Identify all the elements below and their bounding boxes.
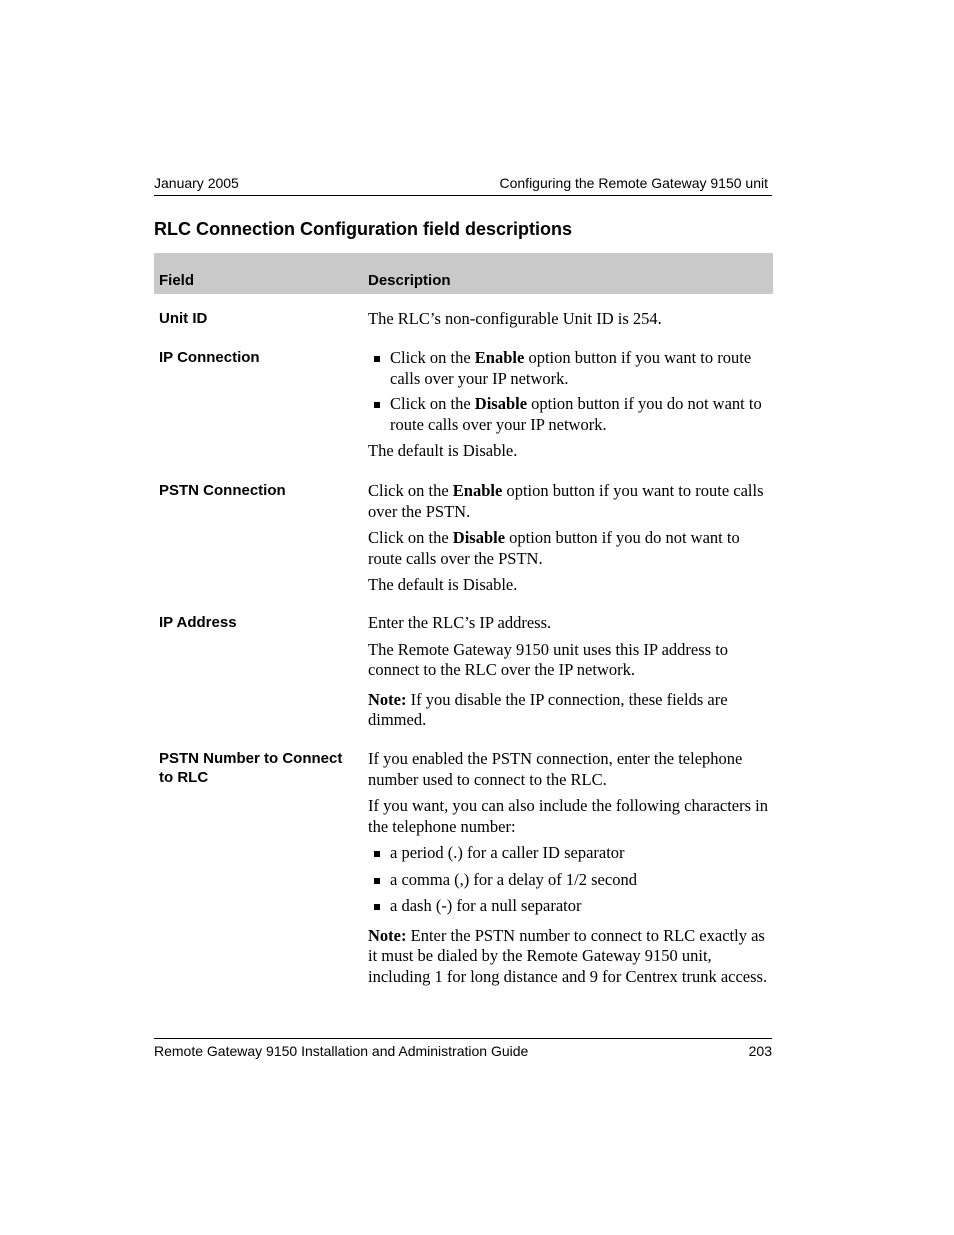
description-text: The RLC’s non-configurable Unit ID is 254. bbox=[368, 309, 662, 328]
list-item: Click on the Enable option button if you want to route calls over your IP network. bbox=[368, 348, 770, 389]
description-text: The Remote Gateway 9150 unit uses this IP address to connect to the RLC over the IP network. bbox=[368, 639, 729, 679]
field-name: IP Connection bbox=[159, 349, 260, 366]
description-text: Enter the RLC’s IP address. bbox=[368, 613, 552, 632]
footer-guide-title: Remote Gateway 9150 Installation and Administration Guide bbox=[154, 1043, 529, 1059]
description-text: Click on the Enable option button if you want to route calls over the PSTN. bbox=[368, 481, 764, 521]
header-section: Configuring the Remote Gateway 9150 unit bbox=[499, 175, 768, 191]
bullet-list bbox=[368, 843, 770, 917]
default-text: The default is Disable. bbox=[368, 441, 518, 460]
column-header-description: Description bbox=[368, 272, 451, 289]
note-text: Note: If you disable the IP connection, these fields are dimmed. bbox=[368, 689, 728, 729]
section-title: RLC Connection Configuration field descriptions bbox=[154, 219, 572, 239]
field-description bbox=[368, 481, 770, 596]
header-date: January 2005 bbox=[154, 175, 239, 191]
description-text: If you want, you can also include the following characters in the telephone number: bbox=[368, 796, 768, 836]
list-item: Click on the Disable option button if you do not want to route calls over your IP network. bbox=[368, 394, 770, 435]
list-item: a period (.) for a caller ID separator bbox=[368, 843, 770, 864]
page-footer bbox=[154, 1038, 772, 1061]
field-description bbox=[368, 749, 770, 987]
page-number: 203 bbox=[748, 1043, 772, 1059]
field-name: Unit ID bbox=[159, 310, 208, 327]
field-description bbox=[368, 348, 770, 462]
description-text: If you enabled the PSTN connection, enter the telephone number used to connect to the RLC. bbox=[368, 749, 743, 789]
bullet-list bbox=[368, 348, 770, 435]
column-header-field: Field bbox=[159, 272, 195, 289]
page-header bbox=[154, 175, 772, 196]
table-header bbox=[154, 253, 773, 294]
field-name: IP Address bbox=[159, 614, 237, 631]
field-name: PSTN Number to Connect to RLC bbox=[159, 750, 343, 786]
field-description bbox=[368, 613, 770, 731]
default-text: The default is Disable. bbox=[368, 575, 518, 594]
description-text: Click on the Disable option button if you do not want to route calls over the PSTN. bbox=[368, 528, 740, 568]
field-description bbox=[368, 309, 770, 330]
list-item: a comma (,) for a delay of 1/2 second bbox=[368, 870, 770, 891]
note-text: Note: Enter the PSTN number to connect to RLC exactly as it must be dialed by the Remote Gateway 9150 unit, including 1 for long distance and 9 for Centrex trunk access. bbox=[368, 925, 768, 986]
list-item: a dash (-) for a null separator bbox=[368, 896, 770, 917]
field-name: PSTN Connection bbox=[159, 482, 286, 499]
